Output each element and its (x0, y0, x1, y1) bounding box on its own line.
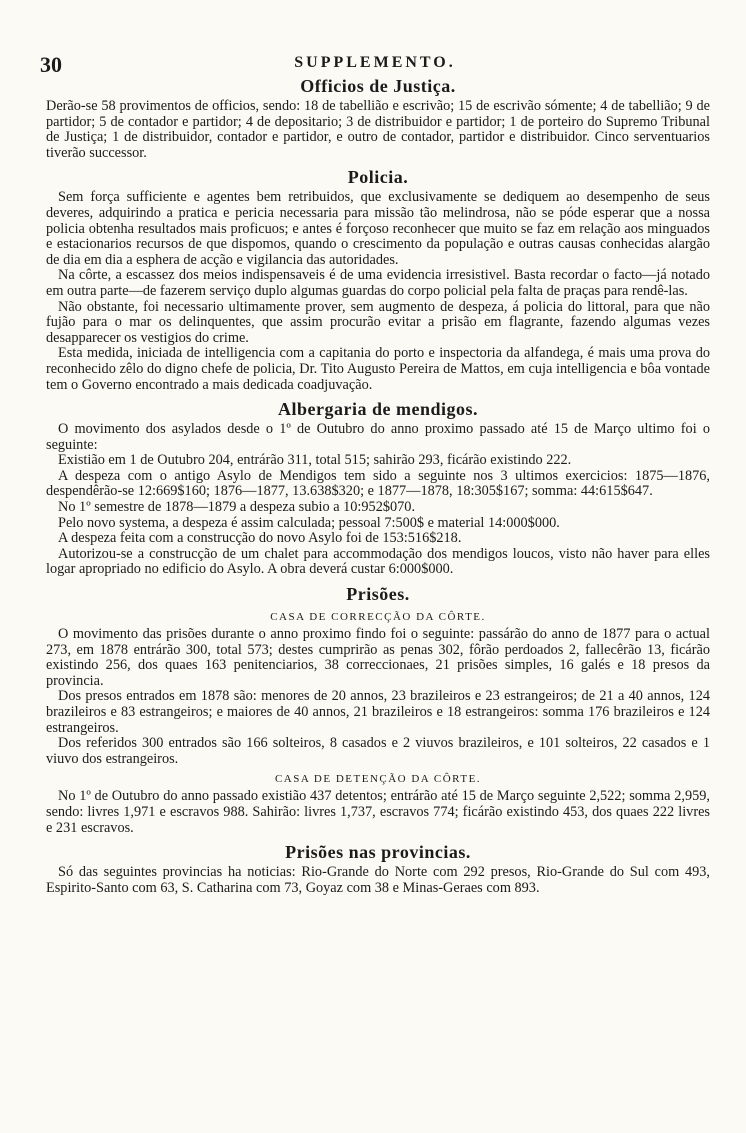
running-head: SUPPLEMENTO. (294, 54, 456, 71)
paragraph: Só das seguintes provincias ha noticias: Rio-Grande do Norte com 292 presos, Rio-Grande do Sul com 493, Espirito-Santo com 63, S. Catharina com 73, Goyaz com 38 e Minas-Geraes com 893. (46, 864, 710, 896)
page-header (40, 52, 710, 76)
section-title-oficios: Officios de Justiça. (300, 76, 456, 96)
page-number: 30 (40, 52, 62, 77)
section-title-prisoes: Prisões. (346, 584, 410, 605)
section-title-albergaria: Albergaria de mendigos. (278, 399, 478, 420)
paragraph: Na côrte, a escassez dos meios indispensaveis é de uma evidencia irresistivel. Basta recordar o facto—já notado em outra parte—de fazerem serviço duplo algumas guardas do corpo policial pela falta de praças para rendê-las. (46, 267, 710, 299)
page-content (46, 76, 710, 896)
paragraph: Existião em 1 de Outubro 204, entrárão 311, total 515; sahirão 293, ficárão existindo 222. (58, 452, 572, 469)
paragraph: O movimento dos asylados desde o 1º de Outubro do anno proximo passado até 15 de Março ultimo foi o seguinte: (46, 421, 710, 453)
paragraph: No 1º semestre de 1878—1879 a despeza subio a 10:952$070. (58, 499, 416, 516)
paragraph: No 1º de Outubro do anno passado existião 437 detentos; entrárão até 15 de Março seguinte 2,522; somma 2,959, sendo: livres 1,971 e escravos 988. Sahirão: livres 1,737, escravos 774; ficárão existindo 453, dos quaes 222 livres e 231 escravos. (46, 788, 710, 836)
section-title-prisoes-provincias: Prisões nas provincias. (285, 842, 471, 863)
subsection-title-casa-detencao: CASA DE DETENÇÃO DA CÔRTE. (274, 773, 482, 786)
paragraph: Autorizou-se a construcção de um chalet para accommodação dos mendigos loucos, visto não haver para elles logar apropriado no edificio do Asylo. A obra deverá custar 6:000$000. (46, 545, 710, 578)
section-title-policia: Policia. (347, 167, 409, 188)
paragraph: Pelo novo systema, a despeza é assim calculada; pessoal 7:500$ e material 14:000$000. (58, 514, 560, 531)
paragraph: Não obstante, foi necessario ultimamente prover, sem augmento de despeza, á policia do littoral, para que não fujão para o mar os delinquentes, que assim procurão evitar a prisão em flagrante, fazendo algumas vezes desapparecer os vestigios do crime. (46, 298, 710, 346)
paragraph: Esta medida, iniciada de intelligencia com a capitania do porto e inspectoria da alfandega, é mais uma prova do reconhecido zêlo do digno chefe de policia, Dr. Tito Augusto Pereira de Mattos, em cuja intelligencia e bôa vontade tem o Governo encontrado a mais dedicada coadjuvação. (46, 345, 710, 393)
paragraph: Derão-se 58 provimentos de officios, sendo: 18 de tabellião e escrivão; 15 de escrivão sómente; 4 de tabellião; 9 de partidor; 5 de contador e partidor; 4 de depositario; 3 de distribuidor e partidor; 1 de porteiro do Supremo Tribunal de Justiça; 1 de distribuidor, contador e partidor, e outro de contador, partidor e distribuidor. Cinco serventuarios tiverão successor. (46, 98, 710, 161)
paragraph: Dos referidos 300 entrados são 166 solteiros, 8 casados e 2 viuvos brazileiros, e 101 solteiros, 22 casados e 1 viuvo dos estrangeiros. (46, 735, 710, 767)
subsection-title-casa-correccao: CASA DE CORRECÇÃO DA CÔRTE. (270, 611, 486, 624)
paragraph: Dos presos entrados em 1878 são: menores de 20 annos, 23 brazileiros e 23 estrangeiros; de 21 a 40 annos, 124 brazileiros e 83 estrangeiros; e maiores de 40 annos, 21 brazileiros e 18 estrangeiros: somma 176 brazileiros e 124 estrangeiros. (46, 688, 710, 736)
paragraph: A despeza com o antigo Asylo de Mendigos tem sido a seguinte nos 3 ultimos exercicios: 1875—1876, despendêrão-se 12:669$160; 1876—1877, 13.638$320; e 1877—1878, 18:305$167; somma: 44:615$647. (46, 467, 710, 500)
paragraph: Sem força sufficiente e agentes bem retribuidos, que exclusivamente se dediquem ao desempenho de seus deveres, adquirindo a pratica e pericia necessaria para missão tão melindrosa, não se póde esperar que a nossa policia obtenha resultados mais proficuos; e antes é forçoso reconhecer que muito se faz em relação aos minguados e estacionarios recursos de que dispomos, quando o crescimento da população e outras causas conhecidas alargão de dia em dia a esphera de acção e vigilancia das autoridades. (46, 189, 710, 268)
paragraph: A despeza feita com a construcção do novo Asylo foi de 153:516$218. (58, 530, 462, 547)
paragraph: O movimento das prisões durante o anno proximo findo foi o seguinte: passárão do anno de 1877 para o actual 273, em 1878 entrárão 300, total 573; destes cumprirão as penas 302, fôrão perdoados 2, fallecêrão 13, ficárão existindo 256, dos quaes 163 penitenciarios, 38 correccionaes, 21 prisões simples, 16 galés e 18 presos da provincia. (46, 626, 710, 689)
